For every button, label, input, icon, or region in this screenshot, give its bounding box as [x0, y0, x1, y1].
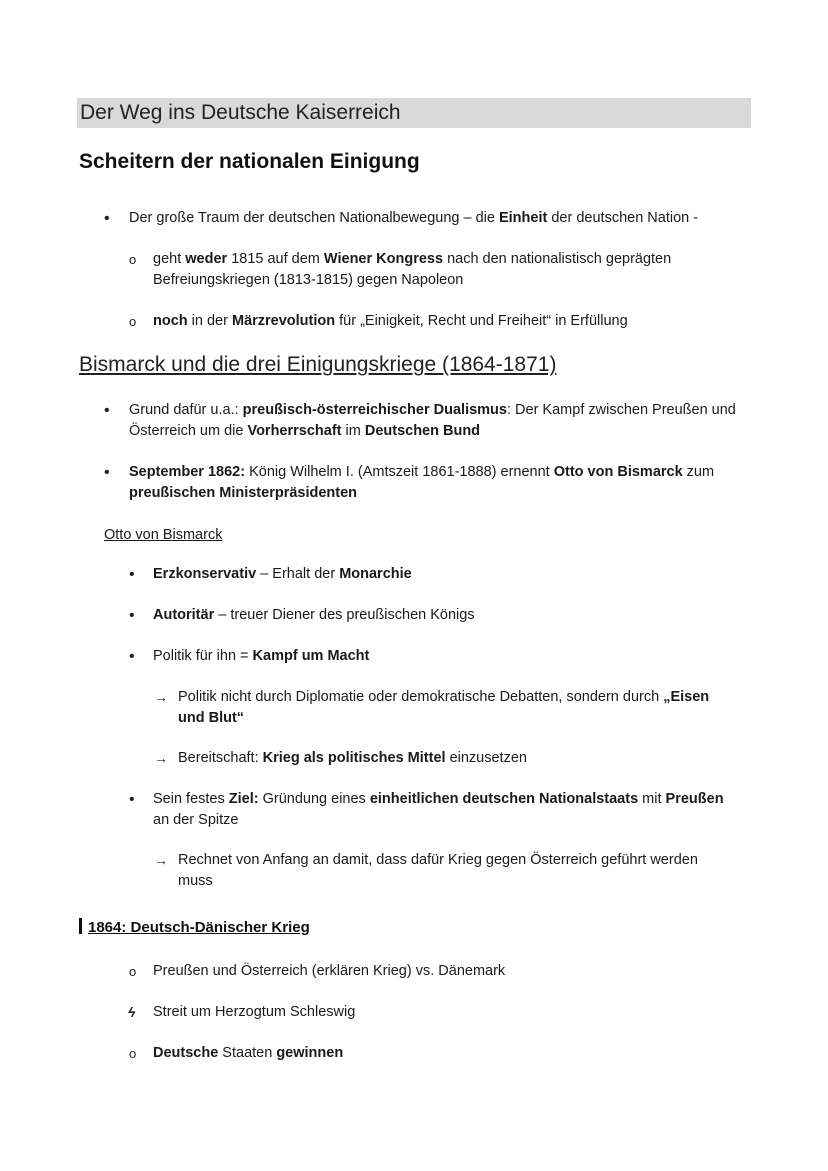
arrow-right-icon: → [154, 689, 168, 705]
circle-bullet-icon: o [129, 314, 137, 329]
list-item: Politik nicht durch Diplomatie oder demokratische Debatten, sondern durch „Eisen und Blut“ [178, 689, 710, 726]
bullet-icon: • [104, 402, 110, 419]
lightning-icon: ϟ [128, 1004, 136, 1020]
document-title: Der Weg ins Deutsche Kaiserreich [77, 98, 751, 128]
war-heading-1864: 1864: Deutsch-Dänischer Krieg [79, 918, 310, 936]
list-item: noch in der Märzrevolution für „Einigkeit, Recht und Freiheit“ in Erfüllung [153, 313, 628, 329]
list-item: Deutsche Staaten gewinnen [153, 1045, 344, 1061]
list-item: Preußen und Österreich (erklären Krieg) vs. Dänemark [153, 963, 506, 979]
list-item: geht weder 1815 auf dem Wiener Kongress nach den nationalistisch geprägten Befreiungskriegen (1813-1815) gegen Napoleon [153, 251, 672, 288]
subheading-otto-von-bismarck: Otto von Bismarck [104, 527, 223, 543]
vertical-bar-icon [79, 918, 82, 934]
list-item: Grund dafür u.a.: preußisch-österreichischer Dualismus: Der Kampf zwischen Preußen und Österreich um die Vorherrschaft im Deutschen Bund [129, 402, 736, 439]
bullet-icon: • [129, 648, 135, 665]
list-item: Politik für ihn = Kampf um Macht [153, 648, 370, 664]
section-heading-scheitern: Scheitern der nationalen Einigung [79, 150, 420, 173]
arrow-right-icon: → [154, 750, 168, 766]
list-item: Der große Traum der deutschen Nationalbewegung – die Einheit der deutschen Nation - [129, 210, 699, 226]
list-item: Sein festes Ziel: Gründung eines einheitlichen deutschen Nationalstaats mit Preußen an der Spitze [153, 791, 724, 828]
bullet-icon: • [129, 607, 135, 624]
bullet-icon: • [104, 210, 110, 227]
circle-bullet-icon: o [129, 964, 137, 979]
bullet-icon: • [129, 791, 135, 808]
circle-bullet-icon: o [129, 1046, 137, 1061]
list-item: September 1862: König Wilhelm I. (Amtszeit 1861-1888) ernennt Otto von Bismarck zum preußischen Ministerpräsidenten [129, 464, 715, 501]
list-item: Bereitschaft: Krieg als politisches Mittel einzusetzen [178, 750, 527, 766]
list-item: Erzkonservativ – Erhalt der Monarchie [153, 566, 412, 582]
circle-bullet-icon: o [129, 252, 137, 267]
bullet-icon: • [129, 566, 135, 583]
arrow-right-icon: → [154, 852, 168, 868]
section-heading-bismarck: Bismarck und die drei Einigungskriege (1864-1871) [79, 353, 557, 376]
bullet-icon: • [104, 464, 110, 481]
list-item: Autoritär – treuer Diener des preußischen Königs [153, 607, 475, 623]
list-item: Rechnet von Anfang an damit, dass dafür Krieg gegen Österreich geführt werden muss [178, 852, 698, 889]
list-item: Streit um Herzogtum Schleswig [153, 1004, 356, 1020]
